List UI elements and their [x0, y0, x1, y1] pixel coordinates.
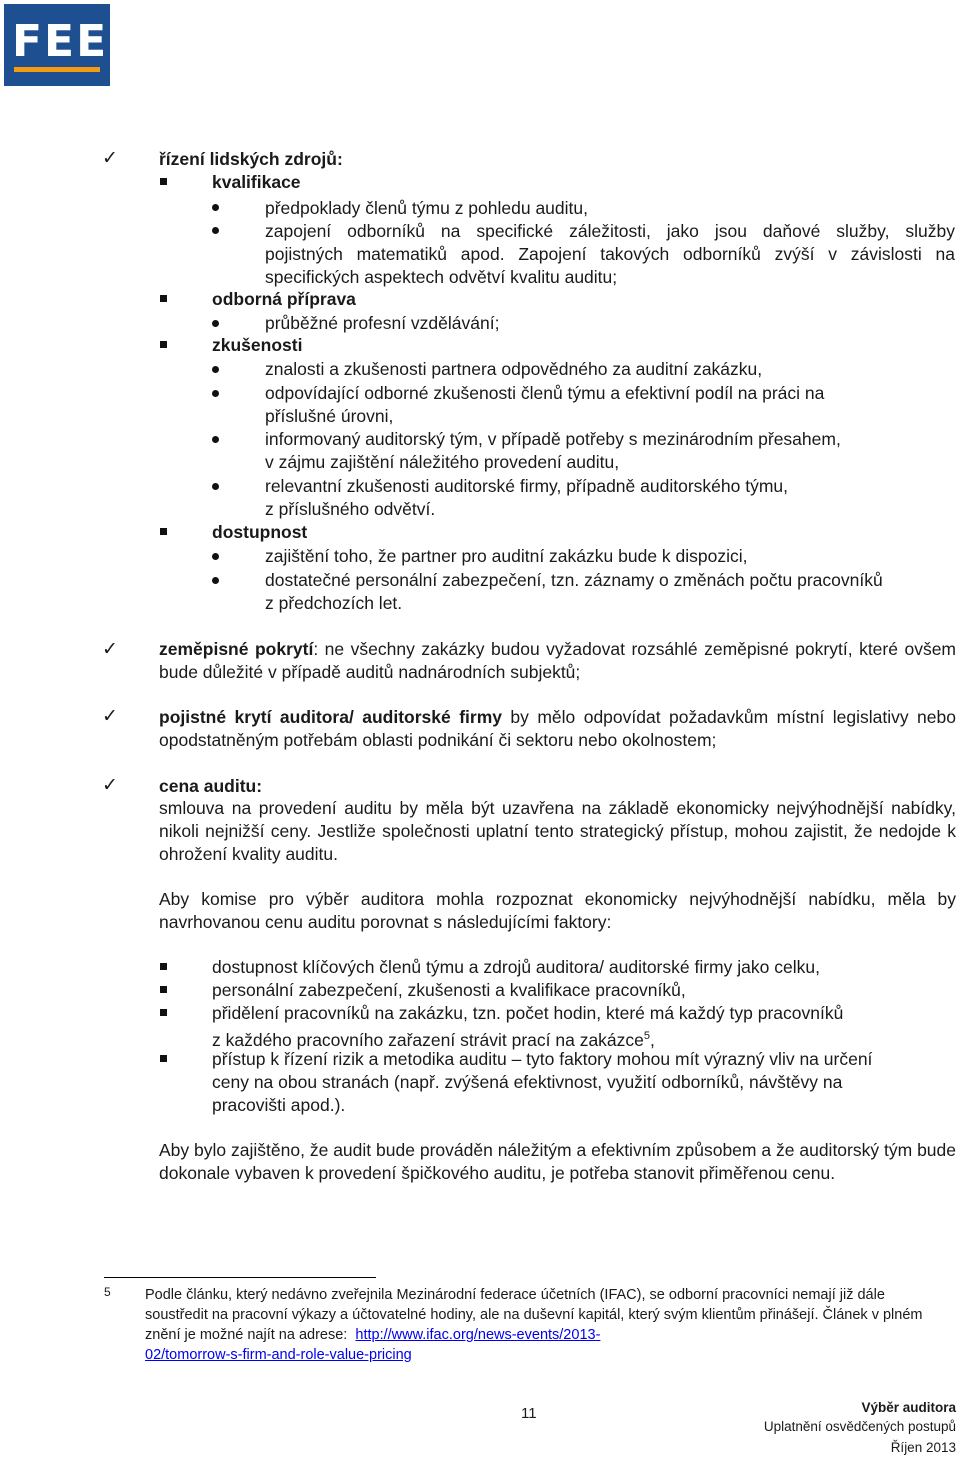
subheading-zkusenosti: zkušenosti	[212, 335, 303, 355]
checkmark-icon: ✓	[102, 705, 118, 727]
term-insurance: pojistné krytí auditora/ auditorské firmy	[159, 707, 502, 727]
footnote-number: 5	[104, 1285, 111, 1299]
term-geographic-coverage: zeměpisné pokrytí	[159, 639, 314, 659]
list-item-cont: specifických aspektech odvětví kvalitu auditu;	[265, 267, 618, 287]
round-bullet-icon	[212, 577, 219, 584]
checkmark-icon: ✓	[102, 638, 118, 660]
round-bullet-icon	[212, 320, 219, 327]
list-item-cont: v zájmu zajištění náležitého provedení auditu,	[265, 452, 620, 472]
factor-item-cont: ceny na obou stranách (např. zvýšená efektivnost, využití odborníků, návštěvy na	[212, 1072, 843, 1092]
logo-accent-bar	[14, 67, 100, 72]
subheading-kvalifikace: kvalifikace	[212, 172, 301, 192]
footnote-ref: 5	[643, 1030, 651, 1042]
square-bullet-icon	[160, 528, 167, 535]
footnote-text	[145, 1285, 945, 1365]
list-item-cont: pojistných matematiků apod. Zapojení takových odborníků zvýší v závislosti na	[265, 244, 955, 264]
square-bullet-icon	[160, 1009, 167, 1016]
paragraph-price: smlouva na provedení auditu by měla být uzavřena na základě ekonomicky nejvýhodnější nabídky, nikoli nejnižší ceny. Jestliže společnosti uplatní tento strategický přístup, mohou zajistit, že nedojde k ohrožení kvality auditu.	[159, 798, 956, 864]
list-item: relevantní zkušenosti auditorské firmy, případně auditorského týmu,	[265, 476, 788, 496]
factor-item: přidělení pracovníků na zakázku, tzn. počet hodin, které má každý typ pracovníků	[212, 1003, 844, 1023]
factor-item: personální zabezpečení, zkušenosti a kvalifikace pracovníků,	[212, 980, 686, 1000]
footer-title: Výběr auditora	[861, 1400, 956, 1415]
round-bullet-icon	[212, 436, 219, 443]
round-bullet-icon	[212, 483, 219, 490]
factor-item-cont: pracovišti apod.).	[212, 1095, 346, 1115]
paragraph-commission: Aby komise pro výběr auditora mohla rozpoznat ekonomicky nejvýhodnější nabídku, měla by navrhovanou cenu auditu porovnat s následujícími faktory:	[159, 889, 956, 932]
factor-text: ,	[650, 1029, 655, 1050]
logo-text: FEE	[12, 16, 109, 67]
factor-item: dostupnost klíčových členů týmu a zdrojů auditora/ auditorské firmy jako celku,	[212, 957, 820, 977]
round-bullet-icon	[212, 553, 219, 560]
paragraph-text: by mělo odpovídat požadavkům místní legislativy nebo opodstatněným potřebám oblasti podnikání či sektoru nebo okolnostem;	[159, 707, 956, 750]
fee-logo	[4, 4, 110, 86]
footnote-separator	[104, 1277, 376, 1278]
round-bullet-icon	[212, 227, 219, 234]
list-item: dostatečné personální zabezpečení, tzn. záznamy o změnách počtu pracovníků	[265, 570, 883, 590]
paragraph-text: : ne všechny zakázky budou vyžadovat rozsáhlé zeměpisné pokrytí, které ovšem bude důležité v případě auditů nadnárodních subjektů;	[159, 639, 956, 682]
round-bullet-icon	[212, 204, 219, 211]
paragraph-conclusion: Aby bylo zajištěno, že audit bude prováděn náležitým a efektivním způsobem a že auditorský tým bude dokonale vybaven k provedení špičkového auditu, je potřeba stanovit přiměřenou cenu.	[159, 1140, 956, 1183]
list-item: informovaný auditorský tým, v případě potřeby s mezinárodním přesahem,	[265, 429, 841, 449]
section-title-hr: řízení lidských zdrojů:	[159, 149, 343, 169]
square-bullet-icon	[160, 295, 167, 302]
list-item-cont: z příslušného odvětví.	[265, 499, 436, 519]
factor-item-cont	[212, 1025, 655, 1051]
list-item: průběžné profesní vzdělávání;	[265, 313, 500, 333]
list-item: znalosti a zkušenosti partnera odpovědného za auditní zakázku,	[265, 359, 763, 379]
footer-subtitle: Uplatnění osvědčených postupů	[763, 1419, 956, 1434]
list-item: odpovídající odborné zkušenosti členů týmu a efektivní podíl na práci na	[265, 383, 825, 403]
list-item: zapojení odborníků na specifické záležitosti, jako jsou daňové služby, služby	[265, 221, 955, 241]
square-bullet-icon	[160, 1055, 167, 1062]
square-bullet-icon	[160, 986, 167, 993]
list-item: zajištění toho, že partner pro auditní zakázku bude k dispozici,	[265, 546, 748, 566]
checkmark-icon: ✓	[102, 147, 118, 169]
list-item: předpoklady členů týmu z pohledu auditu,	[265, 198, 588, 218]
paragraph-insurance	[159, 706, 956, 752]
square-bullet-icon	[160, 178, 167, 185]
section-title-price: cena auditu:	[159, 776, 263, 796]
footnote-body: Podle článku, který nedávno zveřejnila Mezinárodní federace účetních (IFAC), se odborní pracovníci nemají již dále soustředit na pracovní výkazy a účtovatelné hodiny, ale na duševní kapitál, který svým klientům přinášejí. Článek v plném znění je možné najít na adrese:	[145, 1287, 923, 1343]
list-item-cont: z předchozích let.	[265, 593, 403, 613]
page-number: 11	[521, 1405, 537, 1422]
subheading-odborna-priprava: odborná příprava	[212, 289, 356, 309]
list-item-cont: příslušné úrovni,	[265, 406, 394, 426]
paragraph-geographic-coverage	[159, 638, 956, 684]
square-bullet-icon	[160, 963, 167, 970]
square-bullet-icon	[160, 341, 167, 348]
factor-text: z každého pracovního zařazení strávit prací na zakázce	[212, 1029, 644, 1050]
footer-date: Říjen 2013	[890, 1440, 956, 1455]
factor-item: přístup k řízení rizik a metodika auditu – tyto faktory mohou mít výrazný vliv na určení	[212, 1049, 873, 1069]
round-bullet-icon	[212, 390, 219, 397]
footnote-link[interactable]: http://www.ifac.org/news-events/2013- 02/tomorrow-s-firm-and-role-value-pricing	[145, 1327, 601, 1363]
subheading-dostupnost: dostupnost	[212, 522, 308, 542]
checkmark-icon: ✓	[102, 774, 118, 796]
round-bullet-icon	[212, 366, 219, 373]
